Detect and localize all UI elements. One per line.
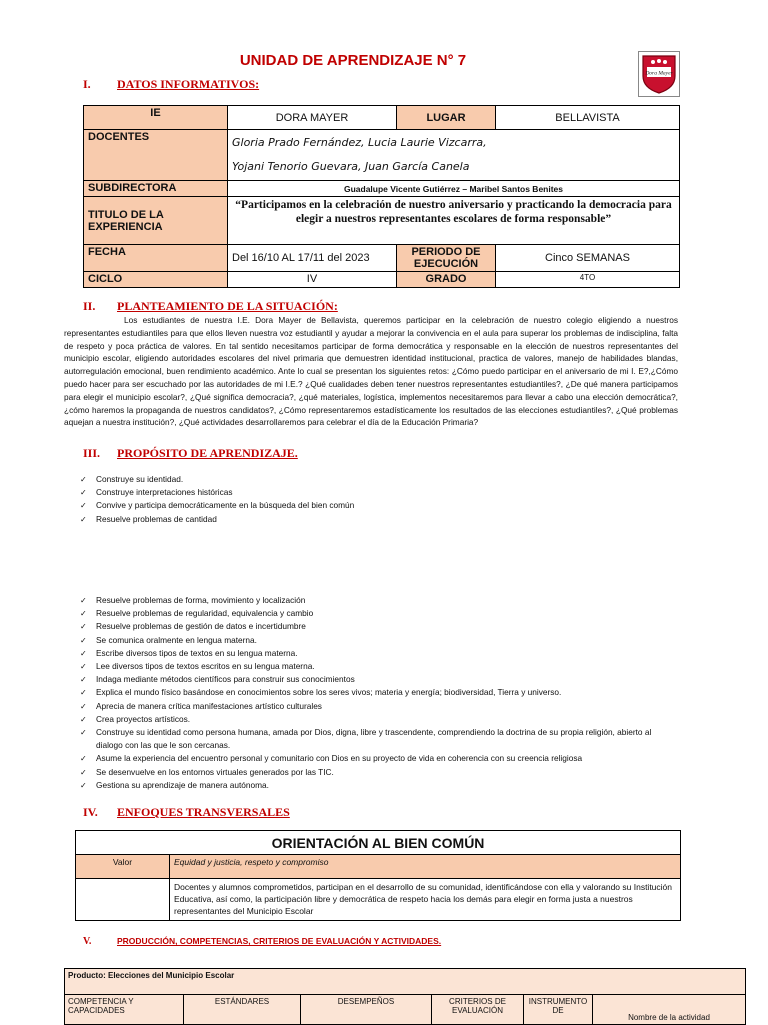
docentes-label: DOCENTES: [84, 130, 228, 181]
list-item: ✓ Crea proyectos artísticos.: [78, 713, 678, 726]
docentes-value: [228, 130, 680, 181]
periodo-label: PERIODO DE EJECUCIÓN: [397, 245, 496, 272]
header-competencia: COMPETENCIA Y CAPACIDADES: [65, 995, 184, 1025]
list-item: ✓ Se comunica oralmente en lengua materna.: [78, 634, 678, 647]
ie-label: IE: [84, 106, 228, 130]
subdirectora-value: Guadalupe Vicente Gutiérrez – Maribel Santos Benites: [228, 181, 680, 197]
subdirectora-label: SUBDIRECTORA: [84, 181, 228, 197]
list-item: ✓ Resuelve problemas de cantidad: [78, 513, 678, 526]
list-item: ✓ Indaga mediante métodos científicos para construir sus conocimientos: [78, 673, 678, 686]
ciclo-label: CICLO: [84, 272, 228, 288]
enfoque-table: [75, 830, 681, 921]
header-estandares: ESTÁNDARES: [184, 995, 301, 1025]
section-3-heading: III. PROPÓSITO DE APRENDIZAJE.: [83, 446, 298, 460]
situacion-paragraph: Los estudiantes de nuestra I.E. Dora Mayer de Bellavista, queremos participar en la celebración de nuestro colegio eligiendo a nuestros representantes estudiantiles para que ellos lleven nuestra voz estudiantil y ayudar a mejorar la convivencia en el aula para superar los problemas de indisciplina, falta de respeto y poca práctica de valores. En tal sentido necesitamos participar de forma democrática y responsable en la elección de nuestros representantes del municipio escolar, eligiendo autoridades escolares del nivel primaria que demuestren identidad institucional, practica de valores, manejo de habilidades blandas, autorregulación emocional, buen rendimiento académico. Ante lo cual se presentan los siguientes retos: ¿Cómo puedo participar en el aniversario de mi I. E?,¿Cómo puedo hacer para ser escuchado por las autoridades de mi I.E.? ¿Qué cualidades deben tener nuestros representantes estudiantiles?, ¿De qué manera participamos para elegir el municipio escolar?, ¿Qué significa democracia?, ¿qué materiales, logística, implementos necesitaremos para llevar a cabo una elección democrática?, ¿cómo haremos la propaganda de nuestros candidatos?, ¿Cómo representaremos estadísticamente los resultados de las elecciones estudiantiles?, ¿Qué problemas aquejan a nuestra institución?, ¿Qué actividades desarrollaremos para celebrar el día de la Educación Primaria?: [64, 315, 678, 428]
list-item: ✓ Resuelve problemas de forma, movimiento y localización: [78, 594, 678, 607]
list-item: ✓ Escribe diversos tipos de textos en su lengua materna.: [78, 647, 678, 660]
school-logo: [638, 51, 680, 97]
list-item: ✓ Construye interpretaciones históricas: [78, 486, 678, 499]
producto-table: [64, 968, 746, 1025]
list-item: ✓ Resuelve problemas de regularidad, equivalencia y cambio: [78, 607, 678, 620]
ciclo-value: IV: [228, 272, 397, 288]
docentes-line-1: Gloria Prado Fernández, Lucia Laurie Vizcarra,: [232, 136, 487, 149]
titulo-value: “Participamos en la celebración de nuestro aniversario y practicando la democracia para elegir a nuestros representantes escolares de forma responsable”: [228, 197, 680, 245]
periodo-value: Cinco SEMANAS: [496, 245, 680, 272]
list-item: ✓ Se desenvuelve en los entornos virtuales generados por las TIC.: [78, 766, 678, 779]
enfoque-title: ORIENTACIÓN AL BIEN COMÚN: [76, 831, 681, 855]
ie-value: DORA MAYER: [228, 106, 397, 130]
valor-label: Valor: [76, 855, 170, 879]
enfoque-description: Docentes y alumnos comprometidos, participan en el desarrollo de su comunidad, identificándose con ella y valorando su Institución Educativa, así como, la participación libre y democrática de respeto hacia los demás para elegir en forma justa a nuestros representantes del Municipio Escolar: [170, 879, 681, 921]
fecha-value: Del 16/10 AL 17/11 del 2023: [228, 245, 397, 272]
proposito-list-b: [78, 594, 678, 792]
section-2-heading: II. PLANTEAMIENTO DE LA SITUACIÓN:: [83, 299, 338, 313]
section-5-heading: V. PRODUCCIÓN, COMPETENCIAS, CRITERIOS DE EVALUACIÓN Y ACTIVIDADES.: [83, 936, 442, 947]
producto-title: Producto: Elecciones del Municipio Escolar: [65, 969, 746, 995]
header-desempenos: DESEMPEÑOS: [301, 995, 432, 1025]
fecha-label: FECHA: [84, 245, 228, 272]
grado-label: GRADO: [397, 272, 496, 288]
header-actividad: Nombre de la actividad: [593, 995, 746, 1025]
enfoque-empty-cell: [76, 879, 170, 921]
titulo-label: TITULO DE LA EXPERIENCIA: [84, 197, 228, 245]
page-title: UNIDAD DE APRENDIZAJE N° 7: [239, 52, 467, 69]
svg-text:Dora Mayer: Dora Mayer: [645, 70, 673, 77]
list-item: ✓ Convive y participa democráticamente en la búsqueda del bien común: [78, 499, 678, 512]
lugar-label: LUGAR: [397, 106, 496, 130]
section-1-heading: I. DATOS INFORMATIVOS:: [83, 77, 260, 91]
header-instrumento: INSTRUMENTO DE: [524, 995, 593, 1025]
list-item: ✓ Lee diversos tipos de textos escritos en su lengua materna.: [78, 660, 678, 673]
header-criterios: CRITERIOS DE EVALUACIÓN: [432, 995, 524, 1025]
info-table: [83, 105, 680, 288]
list-item: ✓ Resuelve problemas de gestión de datos e incertidumbre: [78, 620, 678, 633]
docentes-line-2: Yojani Tenorio Guevara, Juan García Canela: [232, 160, 470, 173]
list-item: ✓ Aprecia de manera crítica manifestaciones artístico culturales: [78, 700, 678, 713]
list-item: ✓ Gestiona su aprendizaje de manera autónoma.: [78, 779, 678, 792]
list-item: ✓ Asume la experiencia del encuentro personal y comunitario con Dios en su proyecto de vida en coherencia con su creencia religiosa: [78, 752, 678, 765]
lugar-value: BELLAVISTA: [496, 106, 680, 130]
grado-value: 4TO: [496, 272, 680, 288]
list-item: ✓ Construye su identidad.: [78, 473, 678, 486]
list-item: ✓ Construye su identidad como persona humana, amada por Dios, digna, libre y trascendente, comprendiendo la doctrina de su propia religión, abierto al dialogo con las que le son cercanas.: [78, 726, 678, 752]
proposito-list-a: [78, 473, 678, 526]
section-4-heading: IV. ENFOQUES TRANSVERSALES: [83, 805, 290, 819]
valor-value: Equidad y justicia, respeto y compromiso: [170, 855, 681, 879]
list-item: ✓ Explica el mundo físico basándose en conocimientos sobre los seres vivos; materia y energía; biodiversidad, Tierra y universo.: [78, 686, 678, 699]
